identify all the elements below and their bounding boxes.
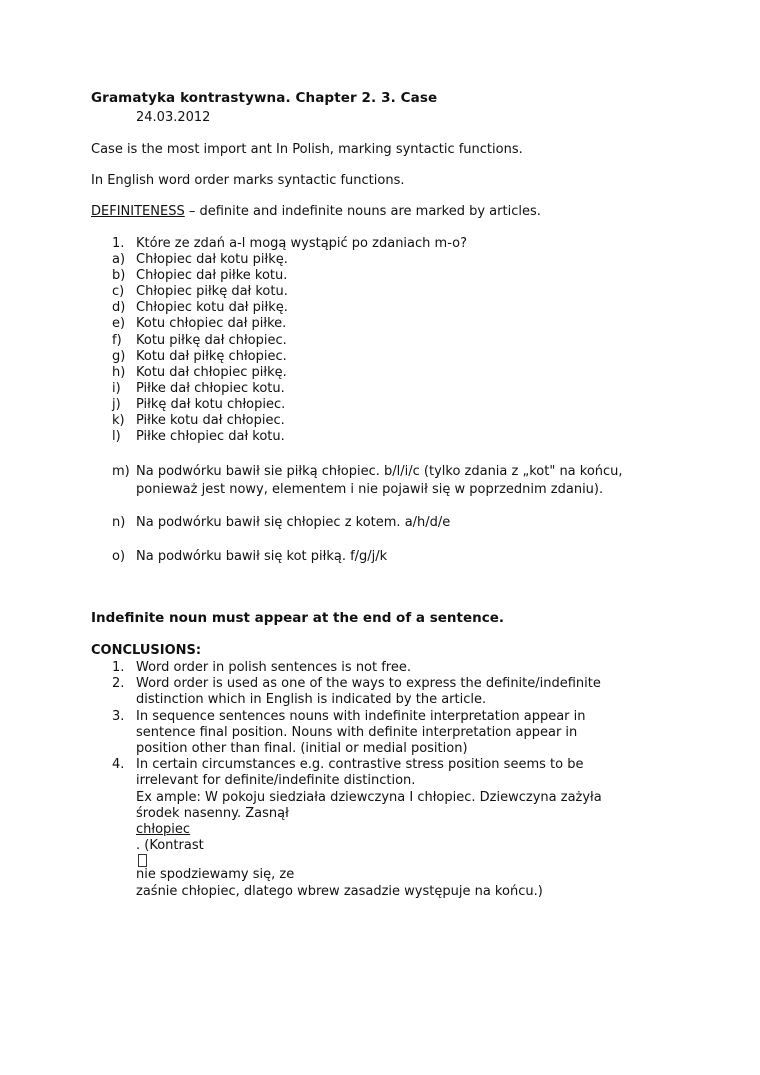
list-item: f) Kotu piłkę dał chłopiec. [112, 332, 287, 348]
document-title: Gramatyka kontrastywna. Chapter 2. 3. Case [91, 90, 438, 106]
definiteness-description: – definite and indefinite nouns are marked by articles. [184, 204, 541, 219]
intro-paragraph-3 [91, 204, 541, 219]
exercise-item-o: o) Na podwórku bawił się kot piłką. f/g/j/k [112, 549, 388, 564]
exercise-item-m: m) Na podwórku bawił sie piłką chłopiec. b/l/i/c (tylko zdania z „kot" na końcu, ponieważ jest nowy, elementem i nie pojawił się w poprzednim zdaniu). [112, 464, 623, 497]
list-item: b) Chłopiec dał piłke kotu. [112, 268, 288, 284]
list-item: 1. Word order in polish sentences is not free. [112, 660, 411, 675]
conclusions-heading: CONCLUSIONS: [91, 643, 202, 658]
underlined-word: chłopiec [136, 822, 191, 838]
conclusions-list [112, 660, 602, 900]
list-item: 3. In sequence sentences nouns with indefinite interpretation appear in sentence final position. Nouns with definite interpretation appear in position other than final. (initial or medial position) [112, 708, 586, 757]
list-item: i) Piłke dał chłopiec kotu. [112, 380, 285, 396]
list-item: g) Kotu dał piłkę chłopiec. [112, 348, 287, 364]
list-item: 1. Które ze zdań a-l mogą wystąpić po zdaniach m-o? [112, 236, 467, 251]
example-line-with-underline: środek nasenny. Zasnął chłopiec . (Kontrast nie spodziewamy się, ze [136, 806, 602, 884]
list-item: d) Chłopiec kotu dał piłkę. [112, 300, 288, 316]
list-item: c) Chłopiec piłkę dał kotu. [112, 284, 288, 300]
exercise-item-n: n) Na podwórku bawił się chłopiec z kotem. a/h/d/e [112, 515, 451, 530]
exercise-list [112, 236, 467, 445]
list-item: l) Piłke chłopiec dał kotu. [112, 429, 285, 445]
missing-glyph-icon [138, 854, 147, 867]
list-item: j) Piłkę dał kotu chłopiec. [112, 396, 286, 412]
list-item: k) Piłke kotu dał chłopiec. [112, 413, 285, 429]
indefinite-rule: Indefinite noun must appear at the end of a sentence. [91, 610, 505, 626]
list-item: h) Kotu dał chłopiec piłkę. [112, 364, 287, 380]
list-item: e) Kotu chłopiec dał piłke. [112, 316, 287, 332]
list-item: 2. Word order is used as one of the ways to express the definite/indefinite distinction which in English is indicated by the article. [112, 676, 601, 708]
list-item: a) Chłopiec dał kotu piłkę. [112, 252, 288, 268]
list-item: 4. In certain circumstances e.g. contrastive stress position seems to be irrelevant for definite/indefinite distinction. Ex ample: W pokoju siedziała dziewczyna I chłopiec. Dziewczyna zażyła środek nasenny. Zasnął chłopiec . (Kontrast nie spodziewamy się, ze zaśnie chłopiec, dlatego wbrew zasadzie występuje na końcu.) [112, 757, 602, 899]
document-date: 24.03.2012 [136, 110, 211, 125]
definiteness-term: DEFINITENESS [91, 204, 185, 219]
intro-paragraph-1: Case is the most import ant In Polish, marking syntactic functions. [91, 142, 523, 157]
intro-paragraph-2: In English word order marks syntactic functions. [91, 173, 405, 188]
